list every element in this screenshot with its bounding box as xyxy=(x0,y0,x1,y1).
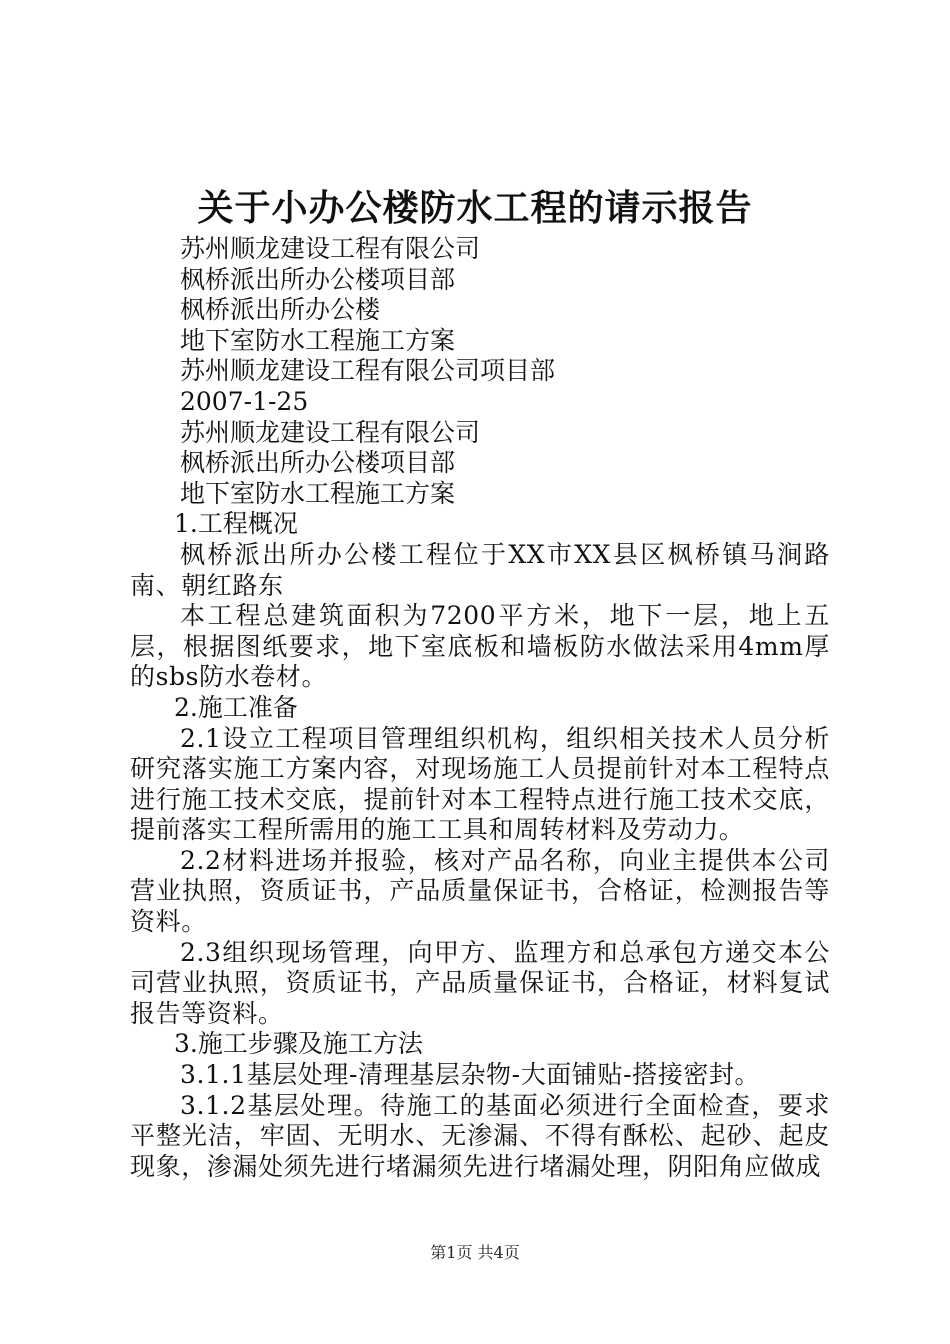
page-footer xyxy=(0,1243,950,1263)
page-number-label: 第1页 共4页 xyxy=(430,1243,520,1262)
section-1-paragraph-2: 本工程总建筑面积为7200平方米，地下一层，地上五层，根据图纸要求，地下室底板和墙板防水做法采用4mm厚的sbs防水卷材。 xyxy=(130,601,830,692)
section-3-paragraph-1: 3.1.1基层处理-清理基层杂物-大面铺贴-搭接密封。 xyxy=(180,1060,761,1090)
section-2-heading: 2.施工准备 xyxy=(174,692,298,722)
meta-project-dept-repeat: 枫桥派出所办公楼项目部 xyxy=(180,448,456,478)
meta-company-repeat: 苏州顺龙建设工程有限公司 xyxy=(180,417,481,447)
meta-project-dept: 枫桥派出所办公楼项目部 xyxy=(180,264,456,294)
meta-project: 枫桥派出所办公楼 xyxy=(180,295,381,325)
section-1-heading: 1.工程概况 xyxy=(174,509,298,539)
section-2-paragraph-3: 2.3组织现场管理，向甲方、监理方和总承包方递交本公司营业执照，资质证书，产品质量保证书，合格证，材料复试报告等资料。 xyxy=(130,937,830,1028)
meta-plan-title-repeat: 地下室防水工程施工方案 xyxy=(180,478,456,508)
meta-date: 2007-1-25 xyxy=(180,386,309,416)
section-3-heading: 3.施工步骤及施工方法 xyxy=(174,1029,423,1059)
section-1-paragraph-1: 枫桥派出所办公楼工程位于XX市XX县区枫桥镇马涧路南、朝红路东 xyxy=(130,539,830,600)
section-2-paragraph-2: 2.2材料进场并报验，核对产品名称，向业主提供本公司营业执照，资质证书，产品质量保证书，合格证，检测报告等资料。 xyxy=(130,845,830,937)
meta-company: 苏州顺龙建设工程有限公司 xyxy=(180,234,481,263)
meta-company-dept: 苏州顺龙建设工程有限公司项目部 xyxy=(180,356,556,386)
document-body xyxy=(130,234,830,1182)
document-title: 关于小办公楼防水工程的请示报告 xyxy=(197,187,753,229)
meta-plan-title: 地下室防水工程施工方案 xyxy=(180,325,456,355)
section-2-paragraph-1: 2.1设立工程项目管理组织机构，组织相关技术人员分析研究落实施工方案内容，对现场施工人员提前针对本工程特点进行施工技术交底，提前针对本工程特点进行施工技术交底，提前落实工程所需用的施工工具和周转材料及劳动力。 xyxy=(130,723,830,845)
section-3-paragraph-2: 3.1.2基层处理。待施工的基面必须进行全面检查，要求平整光洁，牢固、无明水、无渗漏、不得有酥松、起砂、起皮现象，渗漏处须先进行堵漏须先进行堵漏处理，阴阳角应做成 xyxy=(130,1090,830,1181)
